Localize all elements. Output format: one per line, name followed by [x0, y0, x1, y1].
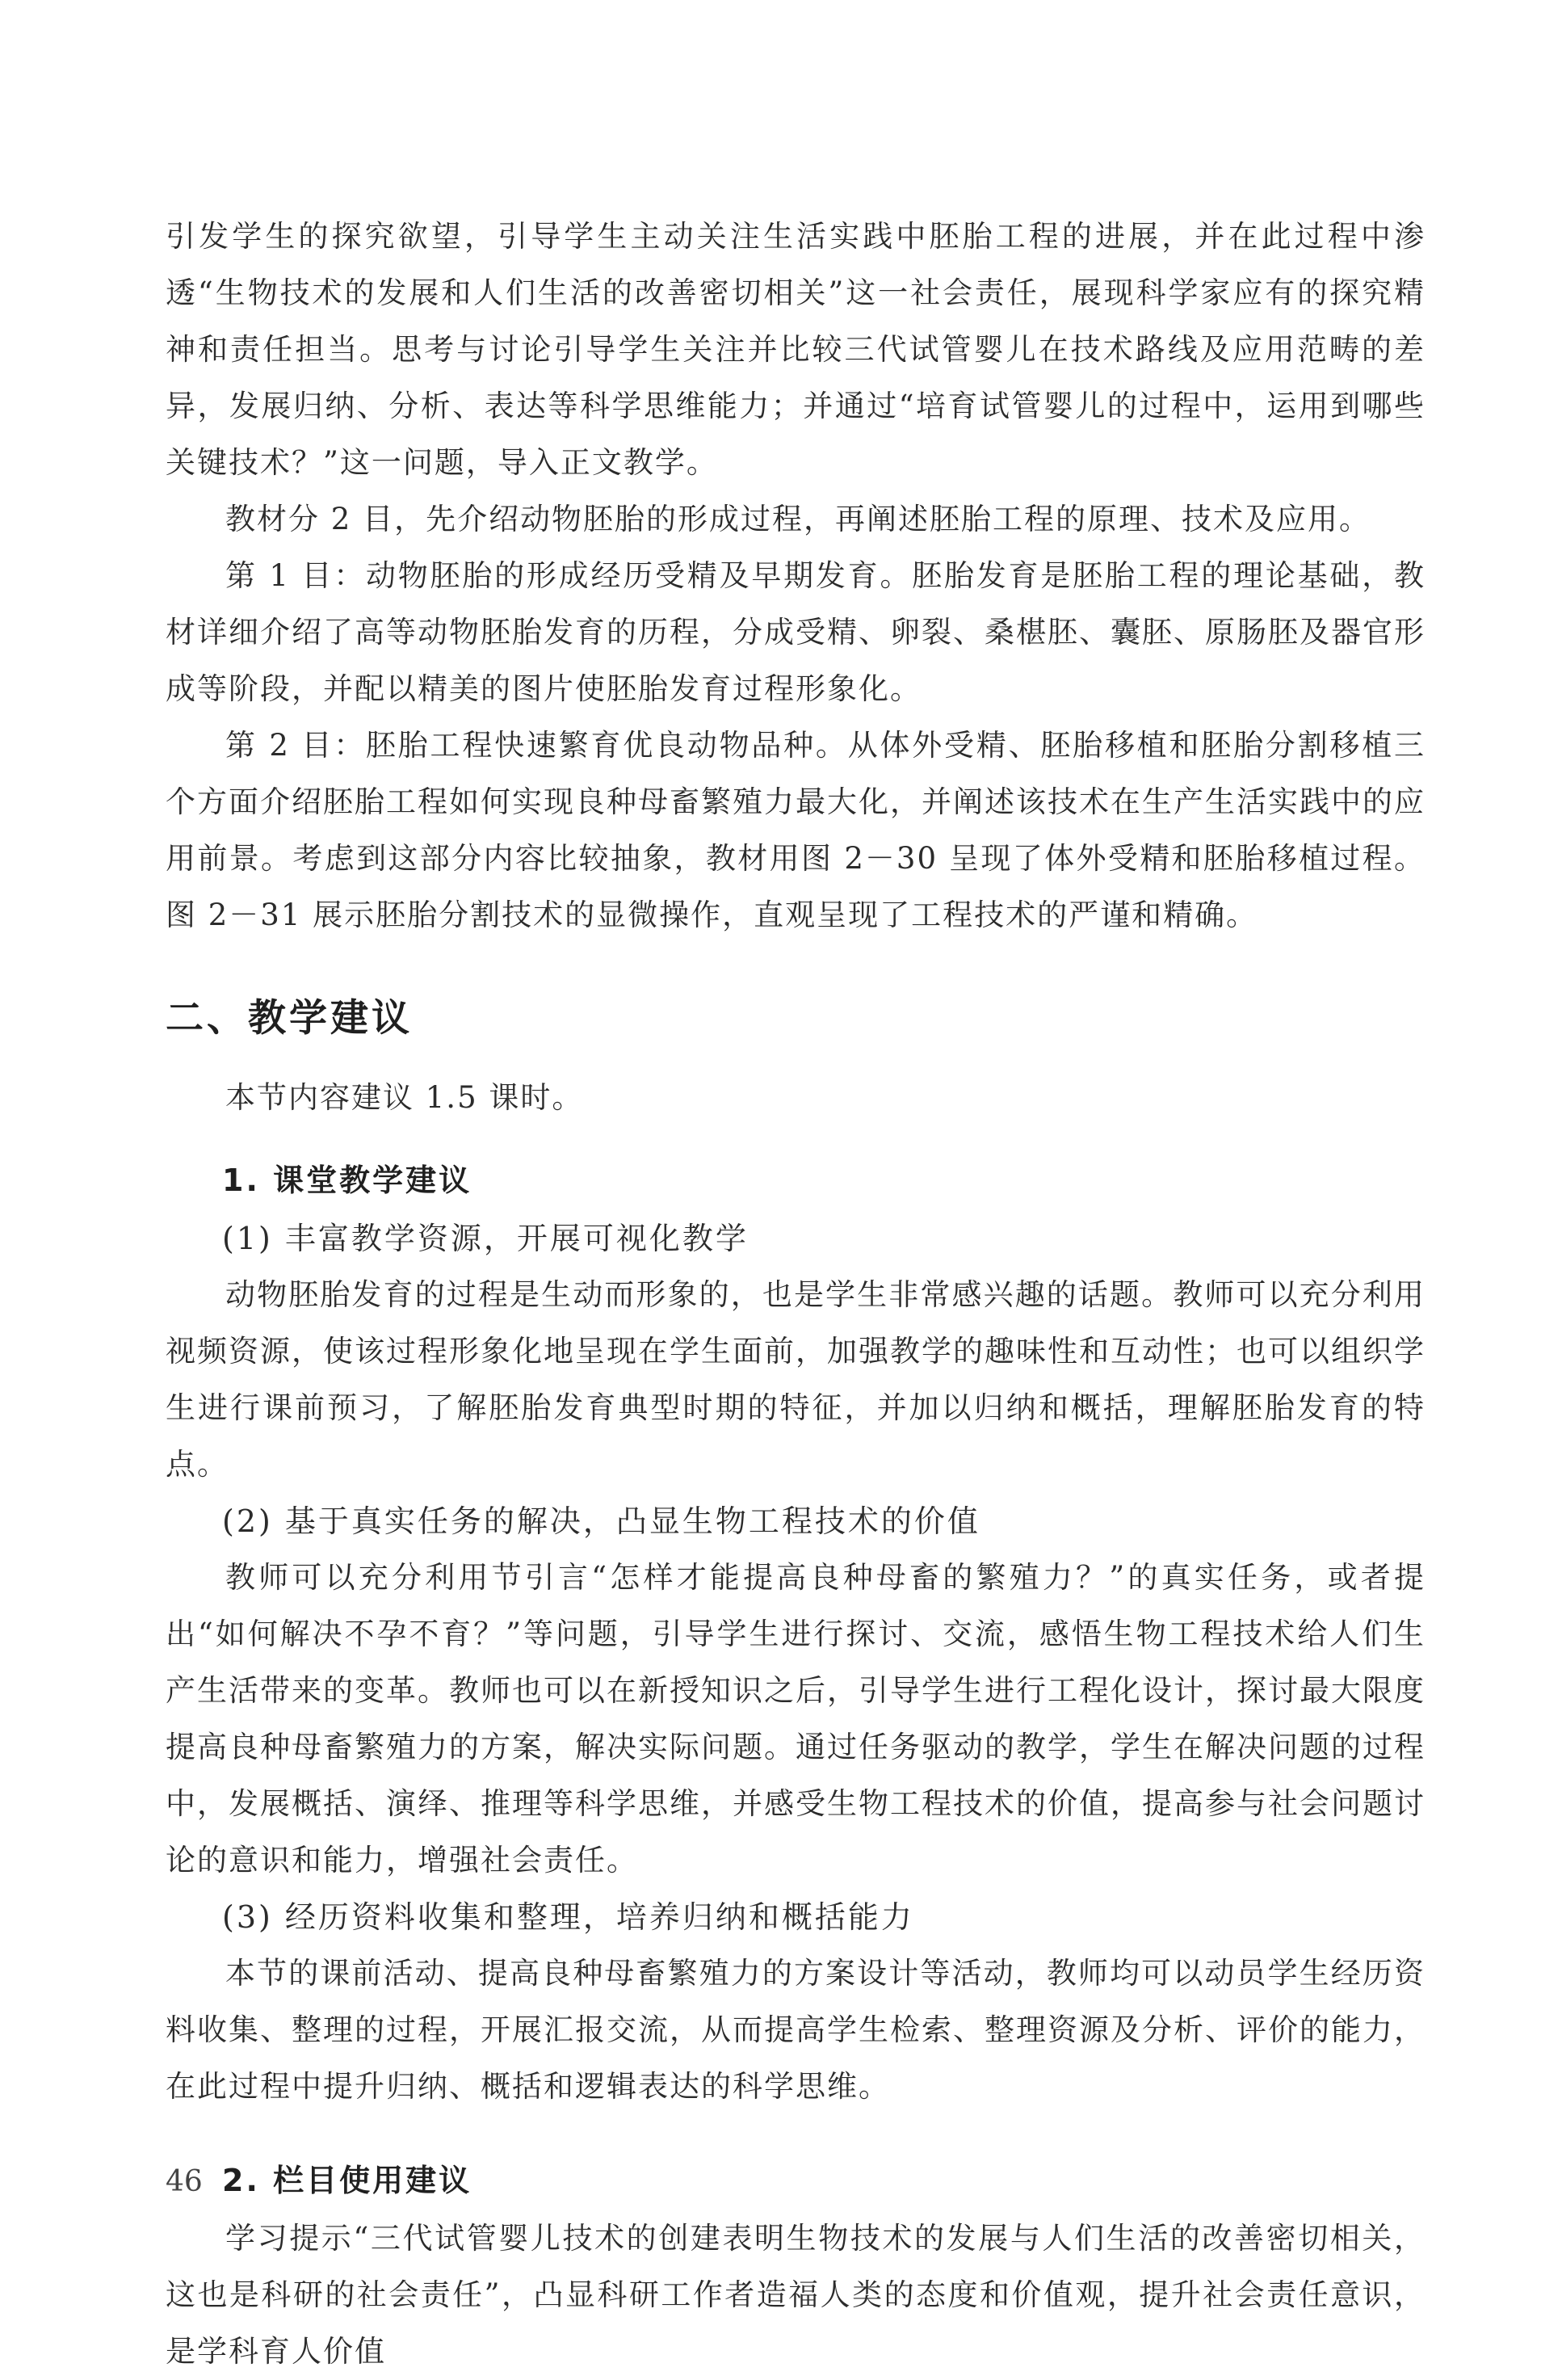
item-heading-2: (2) 基于真实任务的解决，凸显生物工程技术的价值: [222, 1503, 980, 1539]
class-hours-note: 本节内容建议 1.5 课时。: [225, 1080, 584, 1115]
intro-paragraph-2: 教材分 2 目，先介绍动物胚胎的形成过程，再阐述胚胎工程的原理、技术及应用。: [225, 502, 1371, 536]
page-number: 46: [166, 2165, 203, 2198]
columns-paragraph: 学习提示“三代试管婴儿技术的创建表明生物技术的发展与人们生活的改善密切相关，这也是科研的社会责任”，凸显科研工作者造福人类的态度和价值观，提升社会责任意识，是学科育人价值: [166, 2221, 1426, 2369]
subsection-title-columns: 2. 栏目使用建议: [222, 2163, 472, 2198]
subsection-title-classroom: 1. 课堂教学建议: [222, 1163, 472, 1198]
item-heading-3: (3) 经历资料收集和整理，培养归纳和概括能力: [222, 1899, 914, 1935]
item-paragraph-1: 动物胚胎发育的过程是生动而形象的，也是学生非常感兴趣的话题。教师可以充分利用视频资源，使该过程形象化地呈现在学生面前，加强教学的趣味性和互动性；也可以组织学生进行课前预习，了解胚胎发育典型时期的特征，并加以归纳和概括，理解胚胎发育的特点。: [166, 1277, 1426, 1482]
item-paragraph-2: 教师可以充分利用节引言“怎样才能提高良种母畜的繁殖力？”的真实任务，或者提出“如何解决不孕不育？”等问题，引导学生进行探讨、交流，感悟生物工程技术给人们生产生活带来的变革。教师也可以在新授知识之后，引导学生进行工程化设计，探讨最大限度提高良种母畜繁殖力的方案，解决实际问题。通过任务驱动的教学，学生在解决问题的过程中，发展概括、演绎、推理等科学思维，并感受生物工程技术的价值，提高参与社会问题讨论的意识和能力，增强社会责任。: [166, 1560, 1426, 1878]
section-title: 二、教学建议: [166, 996, 413, 1041]
page-content: [166, 208, 1426, 2380]
intro-paragraph-1: 引发学生的探究欲望，引导学生主动关注生活实践中胚胎工程的进展，并在此过程中渗透“生物技术的发展和人们生活的改善密切相关”这一社会责任，展现科学家应有的探究精神和责任担当。思考与讨论引导学生关注并比较三代试管婴儿在技术路线及应用范畴的差异，发展归纳、分析、表达等科学思维能力；并通过“培育试管婴儿的过程中，运用到哪些关键技术？”这一问题，导入正文教学。: [166, 219, 1426, 480]
intro-paragraph-4: 第 2 目：胚胎工程快速繁育优良动物品种。从体外受精、胚胎移植和胚胎分割移植三个方面介绍胚胎工程如何实现良种母畜繁殖力最大化，并阐述该技术在生产生活实践中的应用前景。考虑到这部分内容比较抽象，教材用图 2－30 呈现了体外受精和胚胎移植过程。图 2－31 展示胚胎分割技术的显微操作，直观呈现了工程技术的严谨和精确。: [166, 728, 1426, 932]
item-paragraph-3: 本节的课前活动、提高良种母畜繁殖力的方案设计等活动，教师均可以动员学生经历资料收集、整理的过程，开展汇报交流，从而提高学生检索、整理资源及分析、评价的能力，在此过程中提升归纳、概括和逻辑表达的科学思维。: [166, 1956, 1426, 2104]
item-heading-1: (1) 丰富教学资源，开展可视化教学: [222, 1221, 749, 1256]
intro-paragraph-3: 第 1 目：动物胚胎的形成经历受精及早期发育。胚胎发育是胚胎工程的理论基础，教材详细介绍了高等动物胚胎发育的历程，分成受精、卵裂、桑椹胚、囊胚、原肠胚及器官形成等阶段，并配以精美的图片使胚胎发育过程形象化。: [166, 558, 1426, 706]
